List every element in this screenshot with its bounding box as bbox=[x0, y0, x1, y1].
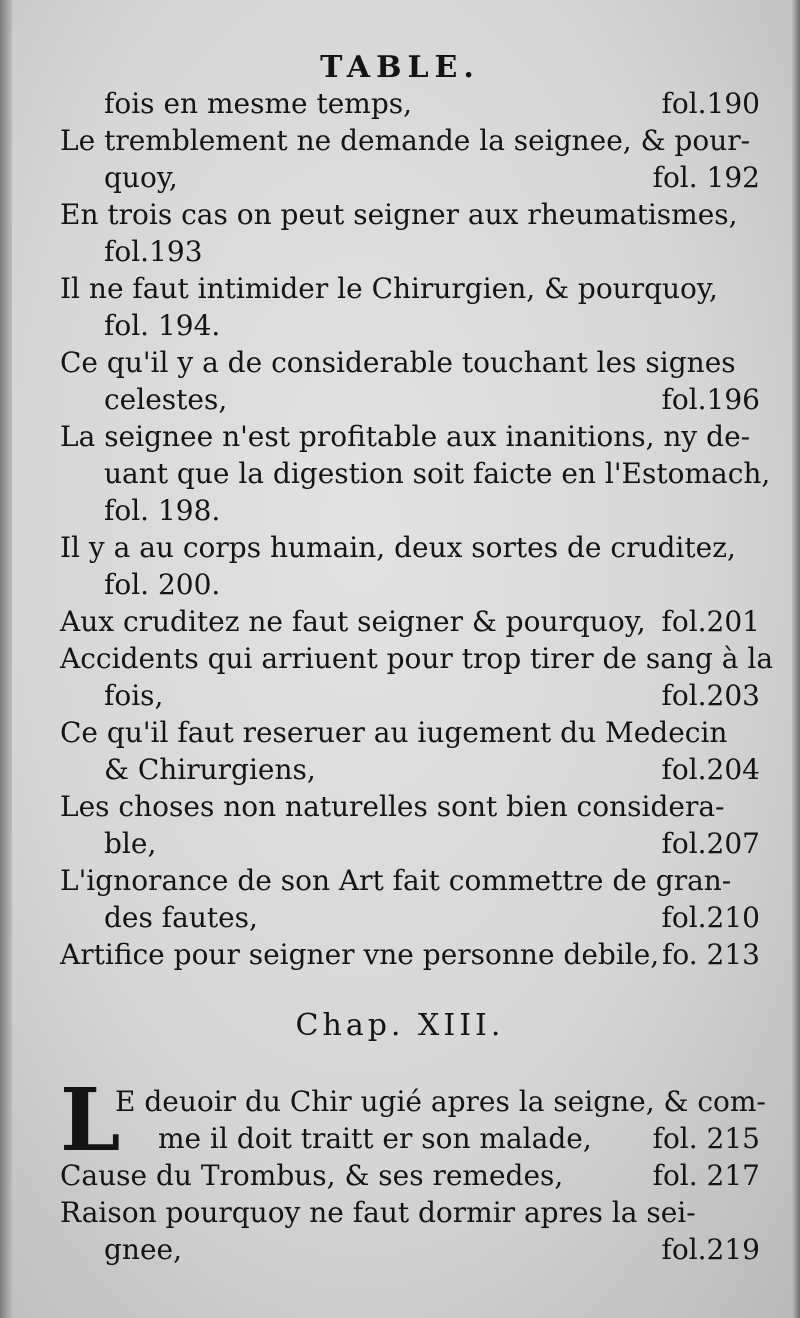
drop-cap: L bbox=[60, 1070, 121, 1171]
table-entry bbox=[60, 603, 760, 640]
entry-line bbox=[60, 677, 760, 714]
entry-text: fol. 200. bbox=[104, 568, 221, 601]
entry-line bbox=[60, 196, 760, 233]
entry-line bbox=[60, 85, 760, 122]
table-entry bbox=[60, 529, 760, 603]
entry-line bbox=[60, 862, 760, 899]
table-entry bbox=[60, 270, 760, 344]
entry-line bbox=[60, 270, 760, 307]
entry-text: fol. 194. bbox=[104, 309, 221, 342]
entry-folio: fol.203 bbox=[661, 679, 760, 712]
chapter-rest-entries bbox=[60, 1157, 760, 1268]
entry-line bbox=[60, 1231, 760, 1268]
entry-text: Aux cruditez ne faut seigner & pourquoy, bbox=[60, 605, 646, 638]
entry-line bbox=[60, 122, 760, 159]
entry-line bbox=[60, 492, 760, 529]
entry-folio: fol.204 bbox=[661, 753, 760, 786]
entry-text: Il y a au corps humain, deux sortes de cruditez, bbox=[60, 531, 736, 564]
chapter-heading: Chap. XIII. bbox=[295, 1008, 505, 1043]
entry-line bbox=[60, 418, 760, 455]
page-edge-right bbox=[792, 0, 800, 1318]
entry-text: fol.193 bbox=[104, 235, 203, 268]
table-entry bbox=[60, 1194, 760, 1268]
entry-text: uant que la digestion soit faicte en l'Estomach, bbox=[104, 457, 771, 490]
table-entry bbox=[60, 85, 760, 122]
entry-folio: fol.219 bbox=[661, 1233, 760, 1266]
entry-text: Le tremblement ne demande la seignee, & pour- bbox=[60, 124, 751, 157]
table-entry bbox=[60, 344, 760, 418]
running-head: TABLE. bbox=[320, 50, 480, 85]
table-entry bbox=[60, 196, 760, 270]
entry-line bbox=[60, 936, 760, 973]
entry-text: L'ignorance de son Art fait commettre de gran- bbox=[60, 864, 732, 897]
entry-text: quoy, bbox=[104, 161, 178, 194]
entry-folio: fol. 192 bbox=[652, 161, 760, 194]
table-entries bbox=[60, 85, 774, 973]
entry-text: fois en mesme temps, bbox=[104, 87, 413, 120]
entry-line bbox=[60, 529, 760, 566]
entry-line bbox=[60, 233, 760, 270]
entry-line bbox=[60, 159, 760, 196]
entry-line bbox=[60, 899, 760, 936]
table-entry bbox=[60, 788, 760, 862]
entry-text: Artifice pour seigner vne personne debile, bbox=[60, 938, 660, 971]
entry-folio: fol.196 bbox=[661, 383, 760, 416]
entry-line bbox=[60, 1157, 760, 1194]
entry-text: fol. 198. bbox=[104, 494, 221, 527]
entry-line bbox=[60, 640, 774, 677]
table-entry bbox=[60, 714, 760, 788]
entry-folio: fol.190 bbox=[661, 87, 760, 120]
entry-text: & Chirurgiens, bbox=[104, 753, 316, 786]
entry-line bbox=[60, 381, 760, 418]
drop-cap-entry bbox=[60, 1070, 766, 1171]
table-entry bbox=[60, 122, 760, 196]
table-entry bbox=[60, 418, 771, 529]
entry-line bbox=[60, 344, 760, 381]
entry-folio: fo. 213 bbox=[662, 938, 760, 971]
entry-folio: fol.210 bbox=[661, 901, 760, 934]
entry-text: gnee, bbox=[104, 1233, 182, 1266]
entry-line bbox=[60, 455, 771, 492]
entry-line bbox=[60, 603, 760, 640]
entry-text: Ce qu'il faut reseruer au iugement du Medecin bbox=[60, 716, 728, 749]
entry-line bbox=[60, 714, 760, 751]
entry-line bbox=[60, 566, 760, 603]
entry-line bbox=[60, 307, 760, 344]
chapter-entries bbox=[60, 1070, 766, 1268]
entry-line bbox=[60, 1083, 766, 1120]
entry-line bbox=[60, 751, 760, 788]
entry-line bbox=[60, 825, 760, 862]
entry-text: ble, bbox=[104, 827, 157, 860]
entry-folio: fol. 217 bbox=[652, 1159, 760, 1192]
entry-text: me il doit traitt er son malade, bbox=[158, 1122, 592, 1155]
entry-text: E deuoir du Chir ugié apres la seigne, & com- bbox=[115, 1085, 766, 1118]
table-entry bbox=[60, 862, 760, 936]
entry-folio: fol. 215 bbox=[652, 1122, 760, 1155]
entry-text: Raison pourquoy ne faut dormir apres la sei- bbox=[60, 1196, 696, 1229]
entry-text: Les choses non naturelles sont bien considera- bbox=[60, 790, 725, 823]
entry-text: Il ne faut intimider le Chirurgien, & pourquoy, bbox=[60, 272, 718, 305]
table-entry bbox=[60, 936, 760, 973]
entry-folio: fol.207 bbox=[661, 827, 760, 860]
entry-text: des fautes, bbox=[104, 901, 258, 934]
page-edge-left bbox=[0, 0, 12, 1318]
table-entry bbox=[60, 640, 774, 714]
entry-text: Ce qu'il y a de considerable touchant les signes bbox=[60, 346, 736, 379]
entry-text: fois, bbox=[104, 679, 164, 712]
entry-line bbox=[60, 1120, 760, 1157]
entry-text: En trois cas on peut seigner aux rheumatismes, bbox=[60, 198, 738, 231]
entry-line bbox=[60, 1194, 760, 1231]
table-entry bbox=[60, 1157, 760, 1194]
entry-text: celestes, bbox=[104, 383, 228, 416]
entry-text: Cause du Trombus, & ses remedes, bbox=[60, 1159, 564, 1192]
entry-text: La seignee n'est profitable aux inanitions, ny de- bbox=[60, 420, 751, 453]
entry-text: Accidents qui arriuent pour trop tirer de sang à la bbox=[60, 642, 774, 675]
entry-line bbox=[60, 788, 760, 825]
entry-folio: fol.201 bbox=[661, 605, 760, 638]
